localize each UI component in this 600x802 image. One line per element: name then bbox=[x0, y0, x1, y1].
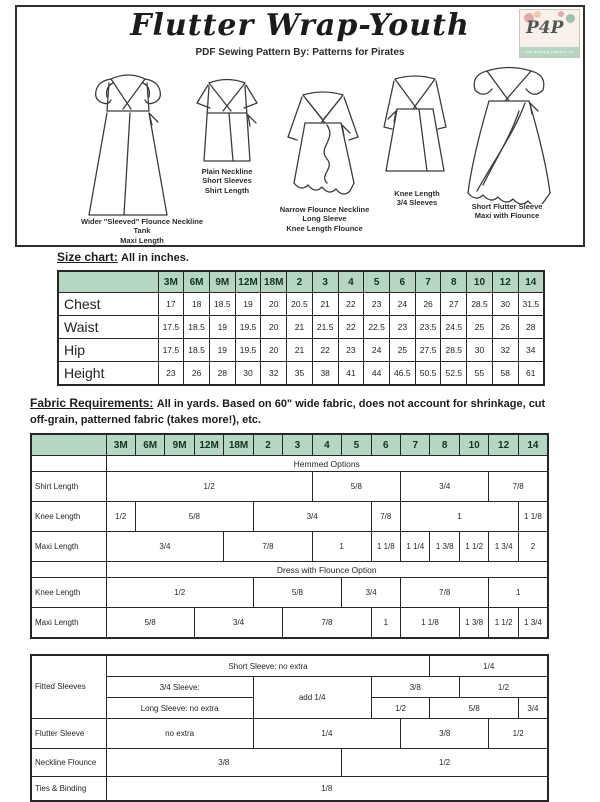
measurement-value: 22.5 bbox=[364, 316, 390, 339]
measurement-value: 19.5 bbox=[235, 316, 261, 339]
measurement-value: 19.5 bbox=[235, 339, 261, 362]
size-column-header: 18M bbox=[261, 271, 287, 293]
view-label-line: Plain Neckline bbox=[201, 167, 253, 176]
yardage-cell: 1/2 bbox=[106, 472, 312, 502]
logo-text: P4P bbox=[526, 18, 564, 38]
fabric-row bbox=[31, 578, 548, 608]
measurement-value: 19 bbox=[209, 339, 235, 362]
section-title-row bbox=[31, 456, 548, 472]
yardage-cell: 7/8 bbox=[401, 578, 489, 608]
page-subtitle: PDF Sewing Pattern By: Patterns for Pirates bbox=[195, 47, 405, 58]
yardage-cell: 3/8 bbox=[106, 749, 342, 777]
measurement-value: 28.5 bbox=[467, 293, 493, 316]
yardage-cell: 3/8 bbox=[371, 677, 459, 698]
yardage-cell: 1/2 bbox=[106, 502, 135, 532]
measurement-value: 22 bbox=[338, 316, 364, 339]
fabric-row bbox=[31, 655, 548, 677]
measurement-label: Hip bbox=[58, 339, 158, 362]
fabric-row-label: Fitted Sleeves bbox=[31, 655, 106, 719]
measurement-value: 23 bbox=[338, 339, 364, 362]
size-column-header: 4 bbox=[338, 271, 364, 293]
measurement-value: 30 bbox=[467, 339, 493, 362]
yardage-cell: 1 3/4 bbox=[489, 532, 518, 562]
measurement-value: 26 bbox=[492, 316, 518, 339]
size-column-header: 8 bbox=[441, 271, 467, 293]
size-column-header: 12 bbox=[492, 271, 518, 293]
yardage-cell: 1 1/8 bbox=[401, 608, 460, 639]
size-column-header: 4 bbox=[312, 434, 341, 456]
fabric-row bbox=[31, 677, 548, 698]
measurement-value: 25 bbox=[389, 339, 415, 362]
size-column-header: 3M bbox=[106, 434, 135, 456]
measurement-value: 41 bbox=[338, 362, 364, 386]
view-label-line: Tank bbox=[133, 226, 151, 236]
yardage-cell: 5/8 bbox=[430, 698, 518, 719]
measurement-value: 52.5 bbox=[441, 362, 467, 386]
view-label-knee-flounce bbox=[257, 205, 392, 233]
view-label-line: Maxi Length bbox=[120, 235, 164, 245]
brand-logo bbox=[519, 9, 580, 58]
size-column-header: 9M bbox=[165, 434, 194, 456]
measurement-value: 31.5 bbox=[518, 293, 544, 316]
maxi-tank-dress-illustration bbox=[67, 65, 192, 220]
measurement-value: 32 bbox=[261, 362, 287, 386]
measurement-value: 44 bbox=[364, 362, 390, 386]
measurement-value: 28 bbox=[518, 316, 544, 339]
measurement-value: 23 bbox=[158, 362, 184, 386]
fabric-heading bbox=[30, 396, 558, 427]
flower-icon bbox=[558, 11, 564, 17]
size-column-header: 18M bbox=[224, 434, 253, 456]
fabric-row-label: Shirt Length bbox=[31, 472, 106, 502]
measurement-value: 24 bbox=[389, 293, 415, 316]
fabric-row bbox=[31, 472, 548, 502]
measurement-value: 35 bbox=[287, 362, 313, 386]
yardage-cell: 3/4 bbox=[194, 608, 282, 639]
yardage-cell: 3/4 bbox=[401, 472, 489, 502]
size-chart-heading bbox=[57, 250, 557, 264]
page-title: Flutter Wrap-Youth bbox=[130, 8, 470, 43]
fabric-row-label: Knee Length bbox=[31, 578, 106, 608]
fabric-row-label: Flutter Sleeve bbox=[31, 719, 106, 749]
size-chart-row bbox=[58, 362, 544, 386]
yardage-cell: 1 bbox=[489, 578, 548, 608]
measurement-value: 20 bbox=[261, 293, 287, 316]
measurement-value: 61 bbox=[518, 362, 544, 386]
view-label-line: Short Flutter Sleeve bbox=[471, 202, 543, 211]
yardage-cell: 3/8 bbox=[401, 719, 489, 749]
yardage-cell: 1/8 bbox=[106, 777, 548, 802]
view-label-shirt-top bbox=[172, 167, 282, 195]
measurement-value: 24 bbox=[364, 339, 390, 362]
yardage-cell: 1/4 bbox=[430, 655, 548, 677]
measurement-value: 50.5 bbox=[415, 362, 441, 386]
measurement-value: 30 bbox=[492, 293, 518, 316]
measurement-value: 17 bbox=[158, 293, 184, 316]
fabric-row bbox=[31, 502, 548, 532]
measurement-value: 18.5 bbox=[184, 316, 210, 339]
size-chart-row bbox=[58, 339, 544, 362]
size-chart-heading-label: Size chart: bbox=[57, 250, 118, 264]
sleeve-extras-table bbox=[30, 654, 549, 802]
yardage-cell: Short Sleeve: no extra bbox=[106, 655, 430, 677]
yardage-cell: 1 bbox=[401, 502, 519, 532]
measurement-value: 55 bbox=[467, 362, 493, 386]
yardage-cell: 1 3/4 bbox=[518, 608, 548, 639]
yardage-cell: 1/2 bbox=[342, 749, 548, 777]
measurement-label: Waist bbox=[58, 316, 158, 339]
yardage-cell: 1 3/8 bbox=[459, 608, 488, 639]
maxi-flounce-dress-illustration bbox=[453, 59, 565, 204]
view-label-line: Short Sleeves bbox=[202, 176, 252, 186]
yardage-cell: 1 bbox=[371, 608, 400, 639]
size-chart-row bbox=[58, 293, 544, 316]
section-title: Hemmed Options bbox=[106, 456, 548, 472]
leaf-icon bbox=[566, 14, 575, 23]
measurement-value: 30 bbox=[235, 362, 261, 386]
section-title: Dress with Flounce Option bbox=[106, 562, 548, 578]
fabric-row-label: Neckline Flounce bbox=[31, 749, 106, 777]
measurement-value: 21 bbox=[287, 339, 313, 362]
flower-icon bbox=[534, 11, 541, 18]
yardage-cell: 3/4 Sleeve: bbox=[106, 677, 253, 698]
fabric-heading-label: Fabric Requirements: bbox=[30, 396, 154, 410]
yardage-cell: 5/8 bbox=[135, 502, 253, 532]
view-label-line: Wider "Sleeved" Flounce Neckline bbox=[80, 217, 204, 226]
size-chart-heading-note: All in inches. bbox=[121, 252, 189, 264]
measurement-value: 32 bbox=[492, 339, 518, 362]
size-column-header: 10 bbox=[467, 271, 493, 293]
yardage-cell: add 1/4 bbox=[253, 677, 371, 719]
fabric-row bbox=[31, 777, 548, 802]
size-column-header: 9M bbox=[209, 271, 235, 293]
size-column-header: 7 bbox=[415, 271, 441, 293]
logo-tagline: the sewing pattern co bbox=[520, 47, 579, 57]
yardage-cell: 7/8 bbox=[224, 532, 312, 562]
measurement-value: 22 bbox=[312, 339, 338, 362]
measurement-value: 38 bbox=[312, 362, 338, 386]
yardage-cell: no extra bbox=[106, 719, 253, 749]
yardage-cell: 1 1/2 bbox=[459, 532, 488, 562]
measurement-value: 23.5 bbox=[415, 316, 441, 339]
measurement-value: 18.5 bbox=[184, 339, 210, 362]
view-label-line: Narrow Flounce Neckline bbox=[279, 205, 370, 214]
size-column-header: 3 bbox=[312, 271, 338, 293]
measurement-value: 34 bbox=[518, 339, 544, 362]
size-column-header: 6M bbox=[184, 271, 210, 293]
fabric-row-label: Maxi Length bbox=[31, 532, 106, 562]
yardage-cell: 1 3/8 bbox=[430, 532, 459, 562]
size-column-header: 10 bbox=[459, 434, 488, 456]
fabric-header-row bbox=[31, 434, 548, 456]
measurement-value: 17.5 bbox=[158, 316, 184, 339]
size-column-header: 5 bbox=[342, 434, 371, 456]
yardage-cell: 7/8 bbox=[283, 608, 371, 639]
measurement-value: 28.5 bbox=[441, 339, 467, 362]
size-column-header: 3 bbox=[283, 434, 312, 456]
measurement-value: 21.5 bbox=[312, 316, 338, 339]
measurement-value: 24.5 bbox=[441, 316, 467, 339]
view-label-maxi-flounce bbox=[442, 202, 572, 221]
yardage-cell: 7/8 bbox=[371, 502, 400, 532]
size-column-header: 8 bbox=[430, 434, 459, 456]
section-label-spacer bbox=[31, 456, 106, 472]
knee-flounce-dress-illustration bbox=[275, 85, 373, 205]
measurement-value: 23 bbox=[364, 293, 390, 316]
measurement-value: 26 bbox=[184, 362, 210, 386]
yardage-cell: 1/2 bbox=[106, 578, 253, 608]
measurement-value: 27 bbox=[441, 293, 467, 316]
measurement-value: 18.5 bbox=[209, 293, 235, 316]
measurement-value: 19 bbox=[235, 293, 261, 316]
view-label-maxi-tank bbox=[62, 217, 222, 245]
yardage-cell: Long Sleeve: no extra bbox=[106, 698, 253, 719]
section-label-spacer bbox=[31, 562, 106, 578]
yardage-cell: 3/4 bbox=[106, 532, 224, 562]
fabric-row-label: Ties & Binding bbox=[31, 777, 106, 802]
view-label-line: Knee Length bbox=[394, 189, 440, 198]
yardage-cell: 3/4 bbox=[342, 578, 401, 608]
measurement-value: 17.5 bbox=[158, 339, 184, 362]
measurement-label: Height bbox=[58, 362, 158, 386]
size-column-header: 5 bbox=[364, 271, 390, 293]
fabric-row bbox=[31, 719, 548, 749]
yardage-cell: 1 bbox=[312, 532, 371, 562]
view-label-line: Knee Length Flounce bbox=[286, 223, 363, 233]
measurement-value: 20 bbox=[261, 316, 287, 339]
measurement-value: 18 bbox=[184, 293, 210, 316]
size-chart-header-row bbox=[58, 271, 544, 293]
size-chart-corner-cell bbox=[58, 271, 158, 293]
view-label-line: Shirt Length bbox=[204, 185, 250, 195]
size-chart-table bbox=[57, 270, 545, 386]
measurement-value: 27.5 bbox=[415, 339, 441, 362]
measurement-value: 19 bbox=[209, 316, 235, 339]
section-title-row bbox=[31, 562, 548, 578]
size-column-header: 6 bbox=[371, 434, 400, 456]
size-column-header: 2 bbox=[287, 271, 313, 293]
measurement-value: 28 bbox=[209, 362, 235, 386]
size-column-header: 6M bbox=[135, 434, 164, 456]
fabric-row bbox=[31, 749, 548, 777]
measurement-label: Chest bbox=[58, 293, 158, 316]
yardage-cell: 5/8 bbox=[312, 472, 400, 502]
yardage-cell: 1 1/4 bbox=[401, 532, 430, 562]
size-column-header: 14 bbox=[518, 434, 548, 456]
measurement-value: 58 bbox=[492, 362, 518, 386]
size-column-header: 14 bbox=[518, 271, 544, 293]
yardage-cell: 2 bbox=[518, 532, 548, 562]
fabric-requirements-table bbox=[30, 433, 549, 639]
yardage-cell: 5/8 bbox=[106, 608, 194, 639]
size-column-header: 12M bbox=[194, 434, 223, 456]
measurement-value: 23 bbox=[389, 316, 415, 339]
yardage-cell: 1 1/8 bbox=[371, 532, 400, 562]
yardage-cell: 1/2 bbox=[489, 719, 548, 749]
measurement-value: 22 bbox=[338, 293, 364, 316]
measurement-value: 21 bbox=[312, 293, 338, 316]
fabric-row-label: Maxi Length bbox=[31, 608, 106, 639]
measurement-value: 25 bbox=[467, 316, 493, 339]
knee-length-dress-illustration bbox=[369, 69, 461, 191]
yardage-cell: 3/4 bbox=[253, 502, 371, 532]
view-label-line: Maxi with Flounce bbox=[474, 211, 540, 221]
shirt-length-top-illustration bbox=[187, 73, 267, 168]
yardage-cell: 1/2 bbox=[371, 698, 430, 719]
view-label-line: Long Sleeve bbox=[302, 214, 347, 224]
fabric-heading-note: All in yards. Based on 60" wide fabric, does not account for shrinkage, cut off-grain, patterned fabric (takes more!), etc. bbox=[30, 398, 546, 426]
yardage-cell: 1 1/2 bbox=[489, 608, 518, 639]
yardage-cell: 5/8 bbox=[253, 578, 341, 608]
measurement-value: 20.5 bbox=[287, 293, 313, 316]
size-column-header: 6 bbox=[389, 271, 415, 293]
measurement-value: 46.5 bbox=[389, 362, 415, 386]
fabric-corner-cell bbox=[31, 434, 106, 456]
view-label-line: 3/4 Sleeves bbox=[396, 198, 438, 208]
fabric-row bbox=[31, 532, 548, 562]
size-chart-row bbox=[58, 316, 544, 339]
yardage-cell: 7/8 bbox=[489, 472, 548, 502]
yardage-cell: 3/4 bbox=[518, 698, 548, 719]
yardage-cell: 1/2 bbox=[459, 677, 548, 698]
measurement-value: 21 bbox=[287, 316, 313, 339]
size-column-header: 3M bbox=[158, 271, 184, 293]
size-column-header: 12 bbox=[489, 434, 518, 456]
yardage-cell: 1/4 bbox=[253, 719, 400, 749]
size-column-header: 12M bbox=[235, 271, 261, 293]
fabric-row bbox=[31, 608, 548, 639]
measurement-value: 20 bbox=[261, 339, 287, 362]
fabric-row-label: Knee Length bbox=[31, 502, 106, 532]
yardage-cell: 1 1/8 bbox=[518, 502, 548, 532]
size-column-header: 2 bbox=[253, 434, 282, 456]
measurement-value: 26 bbox=[415, 293, 441, 316]
size-column-header: 7 bbox=[401, 434, 430, 456]
